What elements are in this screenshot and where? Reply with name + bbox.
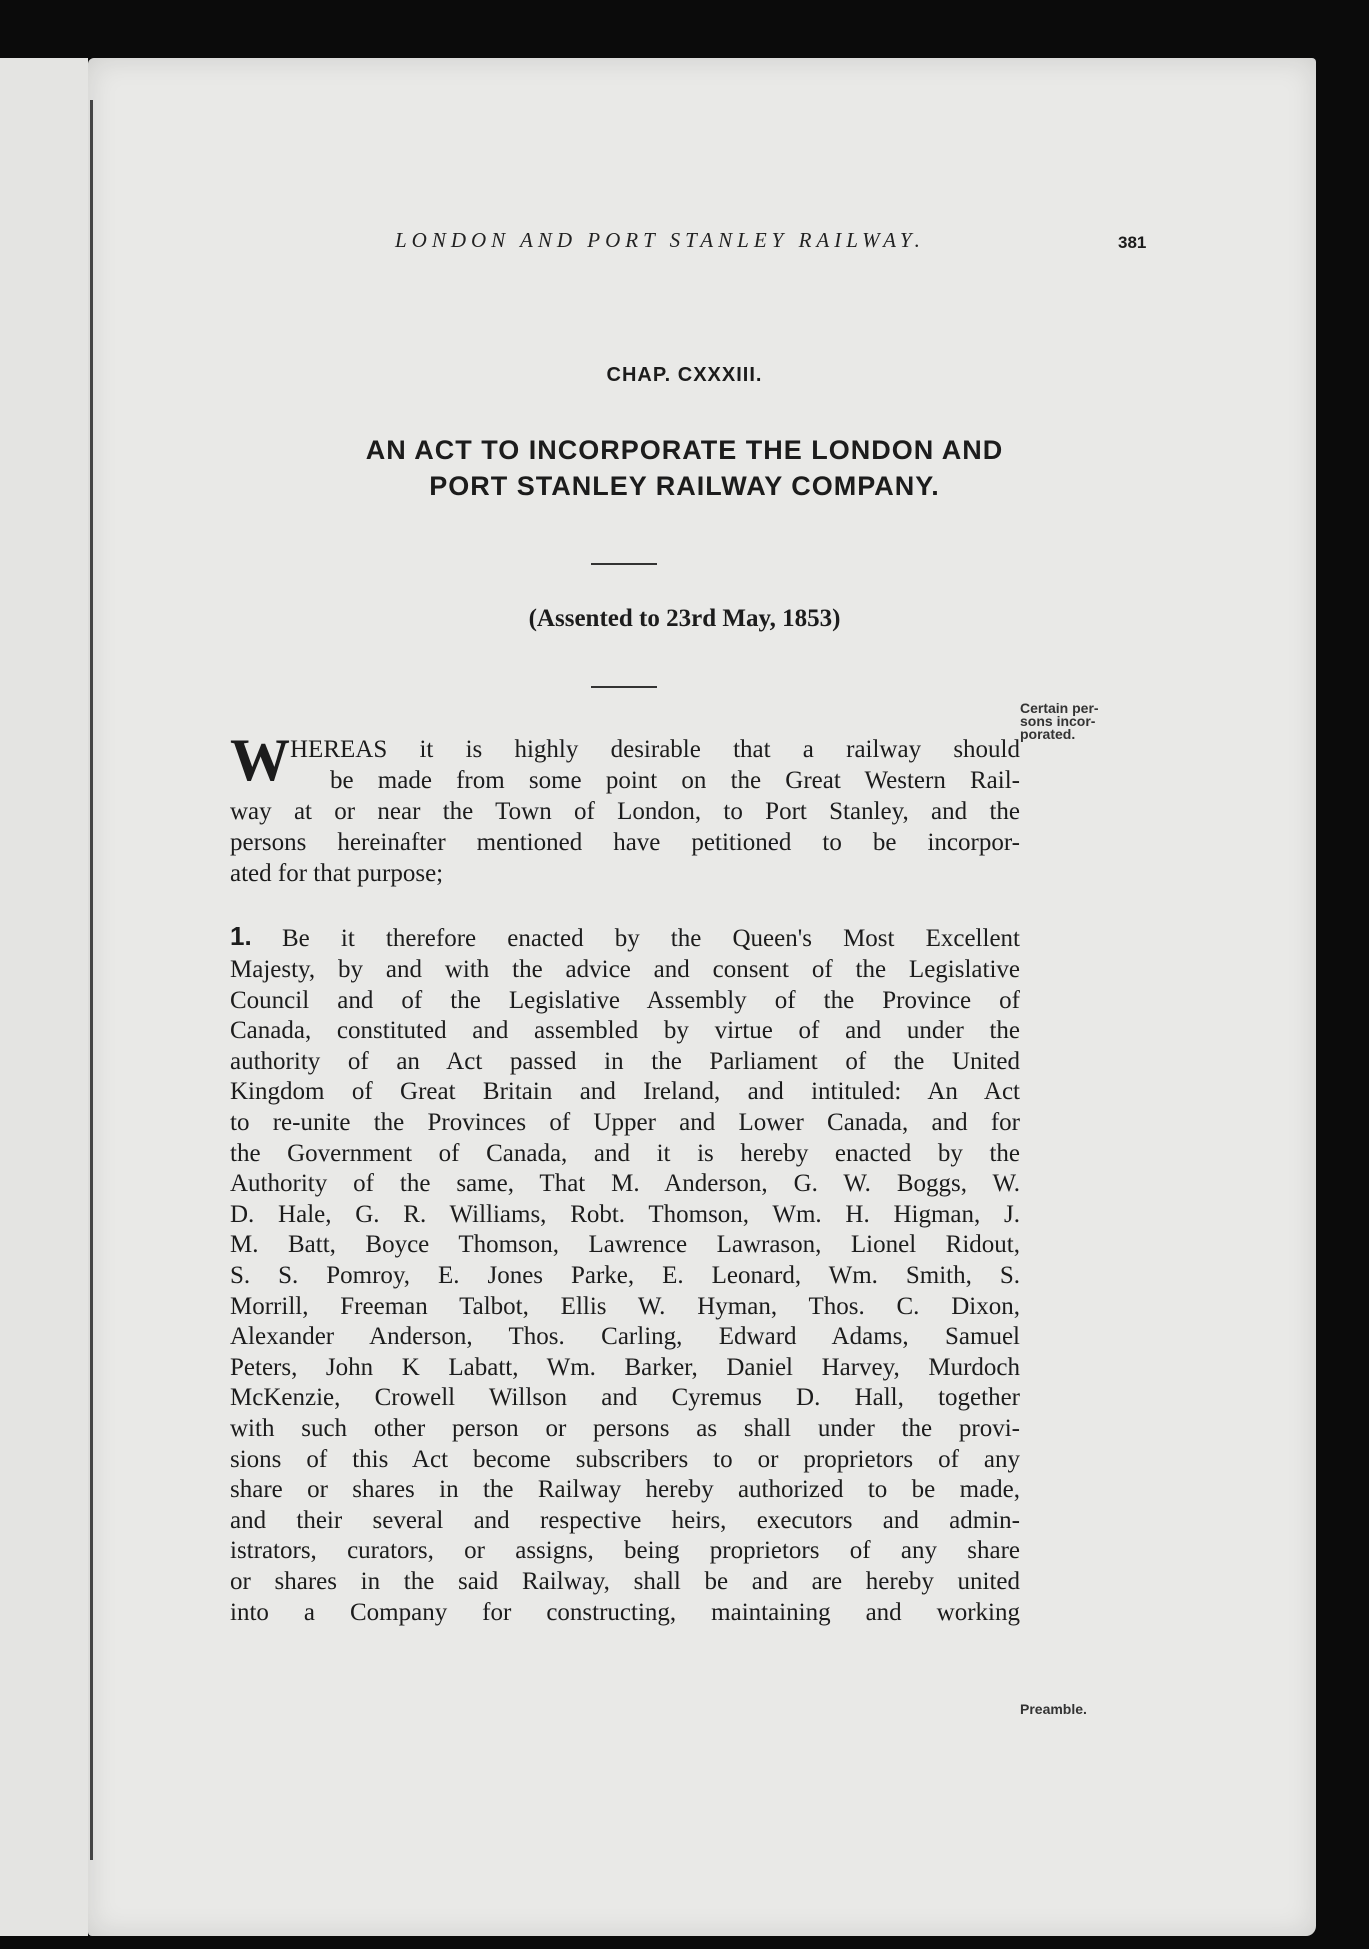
section-1-line: M. Batt, Boyce Thomson, Lawrence Lawrason, Lionel Ridout, bbox=[230, 1231, 1020, 1259]
section-1-line: to re-unite the Provinces of Upper and Lower Canada, and for bbox=[230, 1109, 1020, 1136]
section-1-line: D. Hale, G. R. Williams, Robt. Thomson, Wm. H. Higman, J. bbox=[230, 1200, 1020, 1228]
section-1-line: Kingdom of Great Britain and Ireland, and intituled: An Act bbox=[230, 1078, 1020, 1106]
act-title bbox=[0, 432, 1369, 504]
margin-note-line: sons incor- bbox=[1020, 713, 1096, 729]
section-1-line: and their several and respective heirs, executors and admin- bbox=[230, 1506, 1020, 1534]
assent-date: (Assented to 23rd May, 1853) bbox=[528, 605, 841, 632]
preamble-line-5: ated for that purpose; bbox=[230, 860, 444, 887]
section-1-line: Authority of the same, That M. Anderson, G. W. Boggs, W. bbox=[230, 1170, 1020, 1198]
section-1-line: sions of this Act become subscribers to or proprietors of any bbox=[230, 1445, 1020, 1473]
margin-note-incorporated bbox=[1020, 702, 1099, 741]
section-1-line: Alexander Anderson, Thos. Carling, Edward Adams, Samuel bbox=[230, 1323, 1020, 1351]
preamble-line-1: HEREAS it is highly desirable that a railway should bbox=[290, 736, 1020, 763]
divider-rule-1 bbox=[591, 563, 657, 565]
section-number-label: 1. bbox=[230, 921, 252, 951]
preamble-line-3: way at or near the Town of London, to Port Stanley, and the bbox=[230, 798, 1020, 825]
section-1-line-1: Be it therefore enacted by the Queen's Most Excellent bbox=[282, 925, 1020, 952]
book-spine bbox=[0, 58, 88, 1936]
section-1-line: Canada, constituted and assembled by virtue of and under the bbox=[230, 1017, 1020, 1045]
section-1-line: Council and of the Legislative Assembly of the Province of bbox=[230, 986, 1020, 1014]
section-1-line: the Government of Canada, and it is hereby enacted by the bbox=[230, 1139, 1020, 1167]
section-1-line: into a Company for constructing, maintaining and working bbox=[230, 1598, 1020, 1626]
section-1-line: Majesty, by and with the advice and consent of the Legislative bbox=[230, 956, 1020, 983]
preamble-line-4: persons hereinafter mentioned have petitioned to be incorpor- bbox=[230, 829, 1020, 856]
margin-note-line: porated. bbox=[1020, 726, 1076, 742]
margin-note-line: Certain per- bbox=[1020, 700, 1099, 716]
act-title-line-1: AN ACT TO INCORPORATE THE LONDON AND bbox=[365, 435, 1004, 465]
section-1-line: Morrill, Freeman Talbot, Ellis W. Hyman, Thos. C. Dixon, bbox=[230, 1292, 1020, 1320]
preamble-line-2: be made from some point on the Great Western Rail- bbox=[330, 767, 1020, 794]
section-1-line: share or shares in the Railway hereby authorized to be made, bbox=[230, 1476, 1020, 1504]
running-head: LONDON AND PORT STANLEY RAILWAY. bbox=[395, 228, 925, 252]
section-1-line: McKenzie, Crowell Willson and Cyremus D. Hall, together bbox=[230, 1384, 1020, 1412]
drop-cap: W bbox=[230, 727, 290, 793]
section-1-line: Peters, John K Labatt, Wm. Barker, Daniel Harvey, Murdoch bbox=[230, 1353, 1020, 1381]
margin-note-preamble: Preamble. bbox=[1020, 1701, 1087, 1717]
section-number bbox=[230, 921, 252, 952]
section-1-line: S. S. Pomroy, E. Jones Parke, E. Leonard, Wm. Smith, S. bbox=[230, 1262, 1020, 1289]
chapter-heading: CHAP. CXXXIII. bbox=[606, 364, 763, 386]
page-number: 381 bbox=[1118, 233, 1147, 252]
divider-rule-2 bbox=[591, 686, 657, 688]
section-1-line: with such other person or persons as shall under the provi- bbox=[230, 1415, 1020, 1442]
section-1-line: istrators, curators, or assigns, being proprietors of any share bbox=[230, 1537, 1020, 1565]
act-title-line-2: PORT STANLEY RAILWAY COMPANY. bbox=[429, 471, 940, 501]
section-1-line: authority of an Act passed in the Parliament of the United bbox=[230, 1047, 1020, 1075]
section-1-line: or shares in the said Railway, shall be and are hereby united bbox=[230, 1568, 1020, 1595]
